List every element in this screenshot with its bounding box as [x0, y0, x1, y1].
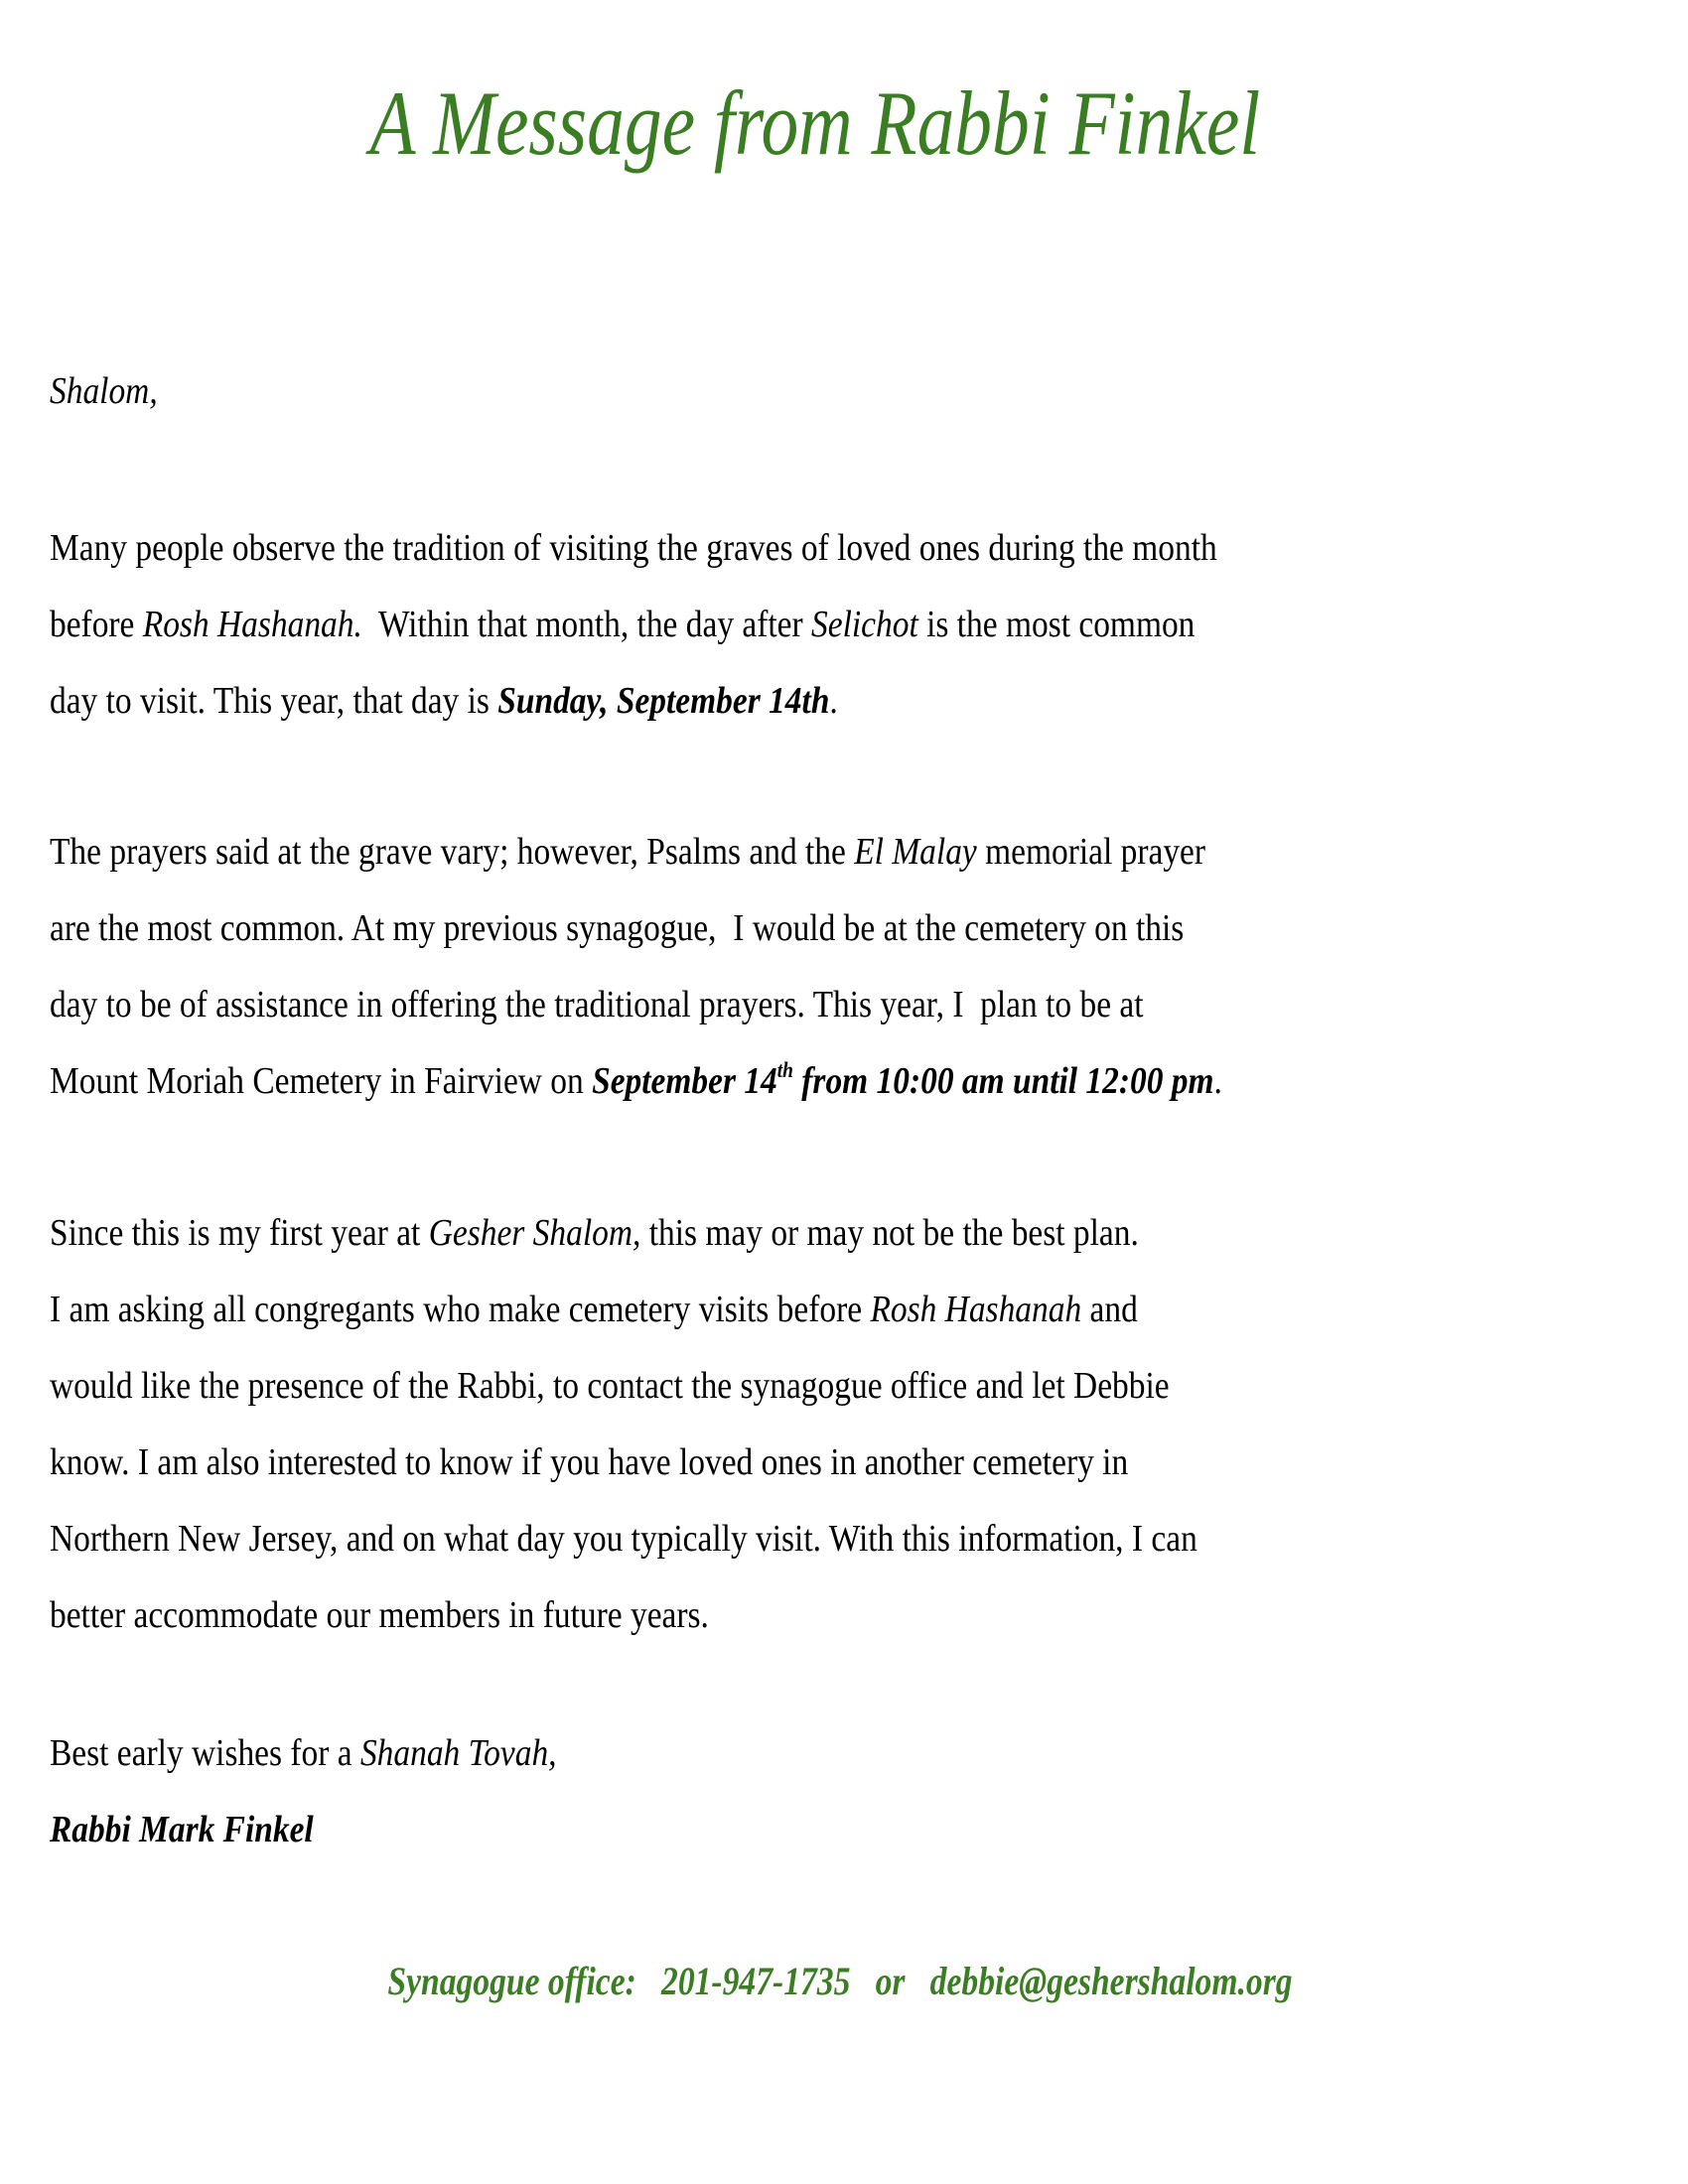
p3-line: I am asking all congregants who make cemetery visits before Rosh Hashanah and: [50, 1289, 1138, 1330]
or-text: or: [875, 1959, 906, 2003]
p2-line: are the most common. At my previous synagogue, I would be at the cemetery on this: [50, 907, 1185, 949]
highlight-date: Sunday, September 14th: [497, 680, 830, 722]
paragraph-1: [50, 510, 1482, 740]
page-title: A Message from Rabbi Finkel: [369, 72, 1261, 174]
phone-link[interactable]: 201-947-1735: [661, 1959, 851, 2003]
greeting-text: Shalom,: [50, 370, 158, 412]
signature: Rabbi Mark Finkel: [50, 1809, 314, 1850]
office-label: Synagogue office:: [387, 1959, 636, 2003]
highlight-time: September 14th from 10:00 am until 12:00 pm: [592, 1057, 1214, 1102]
p1-line: Many people observe the tradition of visiting the graves of loved ones during the month: [50, 527, 1217, 569]
p2-line: Mount Moriah Cemetery in Fairview on September 14th from 10:00 am until 12:00 pm.: [50, 1057, 1222, 1102]
p3-line: would like the presence of the Rabbi, to contact the synagogue office and let Debbie: [50, 1365, 1170, 1407]
paragraph-2: [50, 814, 1482, 1120]
p3-line: know. I am also interested to know if you have loved ones in another cemetery in: [50, 1441, 1129, 1483]
p1-line: day to visit. This year, that day is Sunday, September 14th.: [50, 680, 838, 722]
p3-line: Since this is my first year at Gesher Shalom, this may or may not be the best plan.: [50, 1212, 1139, 1254]
closing-line: Best early wishes for a Shanah Tovah,: [50, 1732, 557, 1774]
p1-line: before Rosh Hashanah. Within that month, the day after Selichot is the most common: [50, 604, 1196, 645]
greeting: [50, 353, 1482, 430]
contact-footer: [131, 1958, 1549, 2004]
email-link[interactable]: debbie@geshershalom.org: [929, 1959, 1293, 2003]
closing: [50, 1715, 1482, 1868]
p2-line: The prayers said at the grave vary; however, Psalms and the El Malay memorial prayer: [50, 831, 1206, 873]
p3-line: Northern New Jersey, and on what day you typically visit. With this information, I can: [50, 1518, 1197, 1560]
p3-line: better accommodate our members in future years.: [50, 1594, 709, 1636]
paragraph-3: [50, 1195, 1482, 1654]
p2-line: day to be of assistance in offering the traditional prayers. This year, I plan to be at: [50, 984, 1144, 1025]
